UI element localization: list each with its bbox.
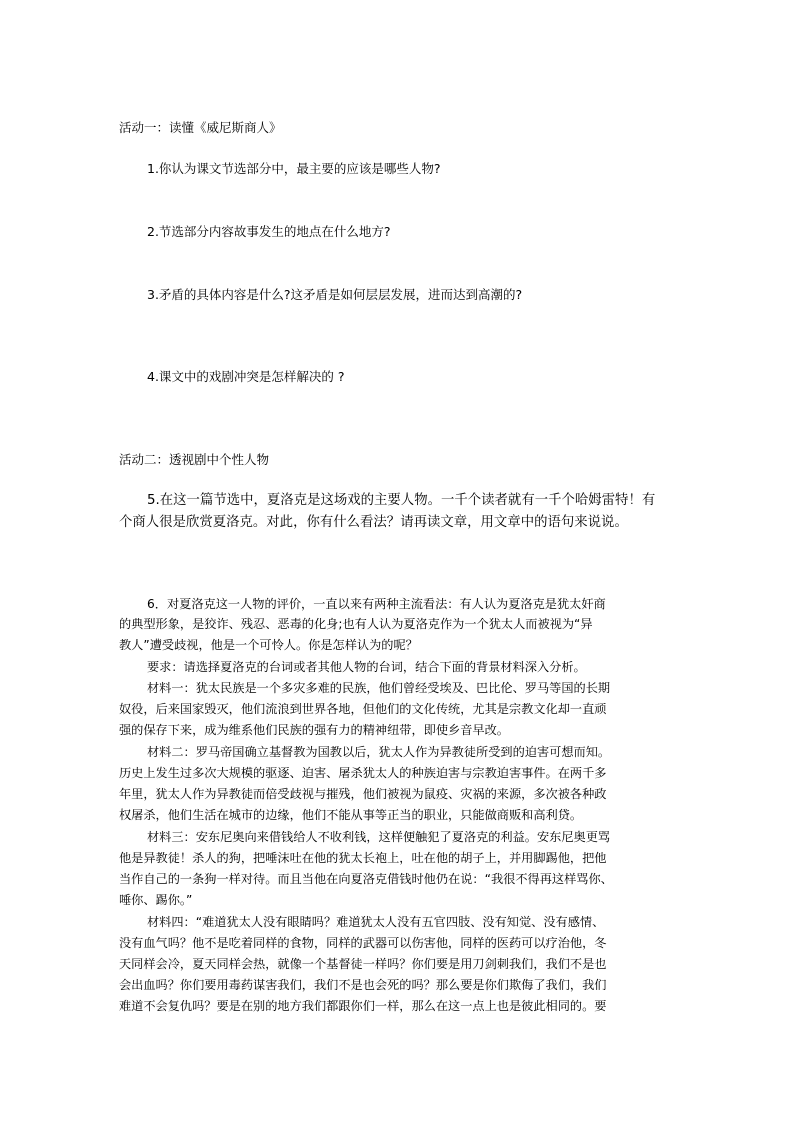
material-4-line-1: 材料四：“难道犹太人没有眼睛吗？难道犹太人没有五官四肢、没有知觉、没有感情、 — [147, 915, 605, 929]
material-3-line-1: 材料三：安东尼奥向来借钱给人不收利钱，这样便触犯了夏洛克的利益。安东尼奥更骂 — [147, 830, 611, 844]
question-6-line-1: 6．对夏洛克这一人物的评价，一直以来有两种主流看法：有人认为夏洛克是犹太奸商 — [147, 597, 606, 611]
question-5-line-1: 5.在这一篇节选中，夏洛克是这场戏的主要人物。一千个读者就有一千个哈姆雷特！有 — [147, 493, 656, 508]
material-3-line-4: 唾你、踢你。” — [119, 893, 193, 907]
material-3-line-2: 他是异教徒！杀人的狗，把唾沫吐在他的犹太长袍上，吐在他的胡子上，并用脚踢他，把他 — [119, 851, 607, 865]
material-4-line-5: 难道不会复仇吗？要是在别的地方我们都跟你们一样，那么在这一点上也是彼此相同的。要 — [119, 999, 607, 1013]
material-2-line-1: 材料二：罗马帝国确立基督教为国教以后，犹太人作为异教徒所受到的迫害可想而知。 — [147, 745, 611, 759]
question-4: 4.课文中的戏剧冲突是怎样解决的 ? — [147, 369, 345, 384]
question-6-line-2: 的典型形象，是狡诈、残忍、恶毒的化身;也有人认为夏洛克作为一个犹太人而被视为“异 — [119, 617, 593, 631]
material-4-line-2: 没有血气吗？他不是吃着同样的食物，同样的武器可以伤害他，同样的医药可以疗治他，冬 — [119, 936, 607, 950]
material-2-line-4: 权屠杀，他们生活在城市的边缘，他们不能从事等正当的职业，只能做商贩和高利贷。 — [119, 808, 583, 822]
material-4-line-4: 会出血吗？你们要用毒药谋害我们，我们不是也会死的吗？那么要是你们欺侮了我们，我们 — [119, 978, 607, 992]
material-2-line-2: 历史上发生过多次大规模的驱逐、迫害、屠杀犹太人的种族迫害与宗教迫害事件。在两千多 — [119, 766, 607, 780]
material-1-line-2: 奴役，后来国家毁灭，他们流浪到世界各地，但他们的文化传统，尤其是宗教文化却一直顽 — [119, 702, 607, 716]
activity1-title: 活动一：读懂《威尼斯商人》 — [119, 120, 282, 135]
requirement: 要求：请选择夏洛克的台词或者其他人物的台词，结合下面的背景材料深入分析。 — [147, 660, 586, 674]
question-1: 1.你认为课文节选部分中，最主要的应该是哪些人物? — [147, 161, 441, 176]
material-1-line-1: 材料一：犹太民族是一个多灾多难的民族，他们曾经受埃及、巴比伦、罗马等国的长期 — [147, 681, 611, 695]
material-4-line-3: 天同样会冷，夏天同样会热，就像一个基督徒一样吗？你们要是用刀剑刺我们，我们不是也 — [119, 957, 607, 971]
question-6-line-3: 教人”遭受歧视，他是一个可怜人。你是怎样认为的呢？ — [119, 638, 418, 652]
material-3-line-3: 当作自己的一条狗一样对待。而且当他在向夏洛克借钱时他仍在说：“我很不得再这样骂你、 — [119, 872, 613, 886]
question-5-line-2: 个商人很是欣赏夏洛克。对此，你有什么看法？请再读文章，用文章中的语句来说说。 — [119, 515, 628, 530]
material-2-line-3: 年里，犹太人作为异教徒而倍受歧视与摧残，他们被视为鼠疫、灾祸的来源，多次被各种政 — [119, 787, 607, 801]
question-3: 3.矛盾的具体内容是什么?这矛盾是如何层层发展，进而达到高潮的? — [147, 287, 523, 302]
question-2: 2.节选部分内容故事发生的地点在什么地方? — [147, 224, 391, 239]
material-1-line-3: 强的保存下来，成为维系他们民族的强有力的精神纽带，即使乡音早改。 — [119, 723, 509, 737]
activity2-title: 活动二：透视剧中个性人物 — [119, 452, 270, 467]
